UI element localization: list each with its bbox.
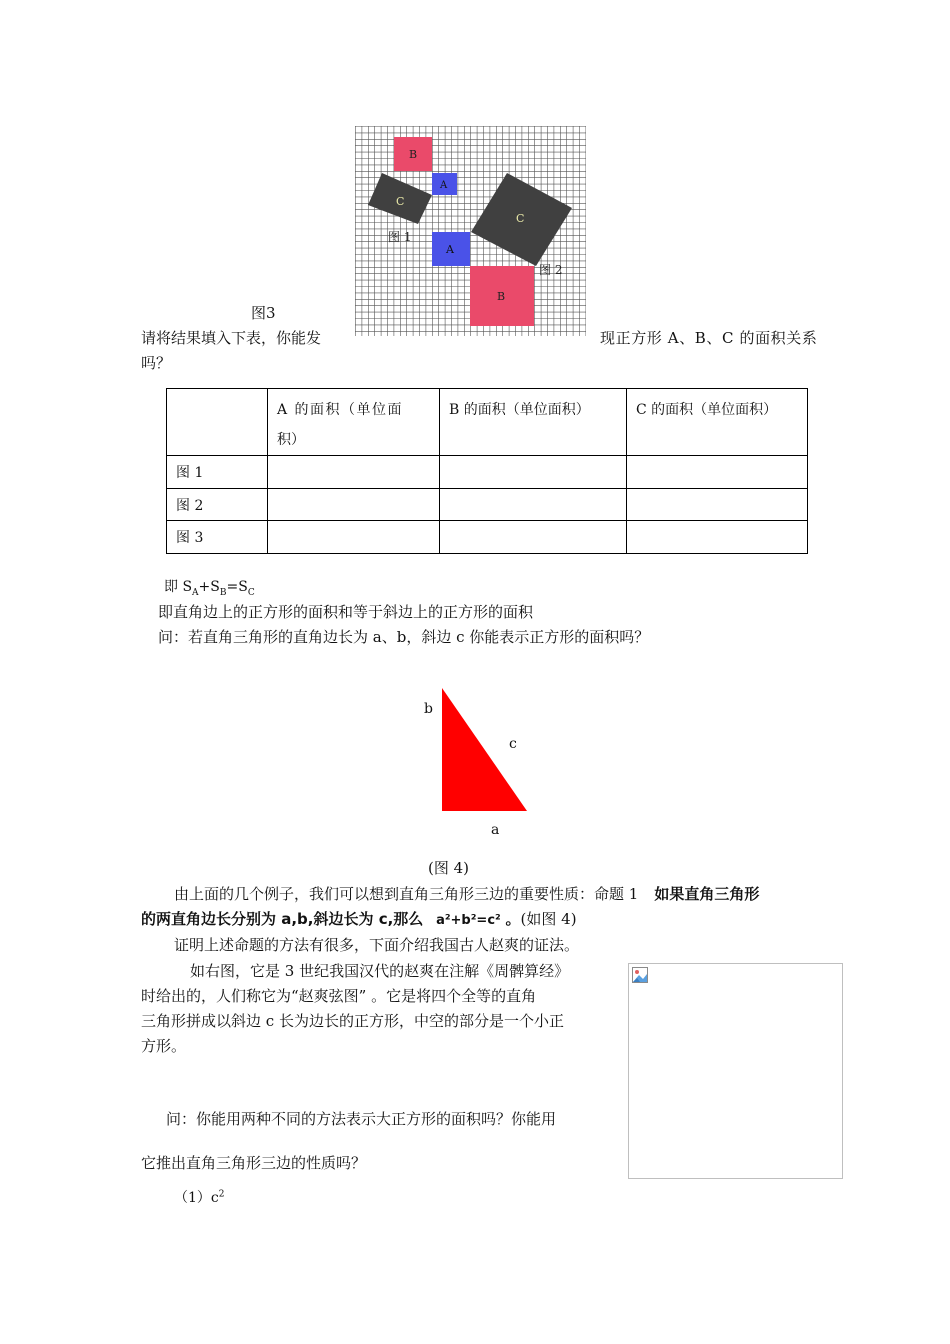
label-fig2: 图 2 [539, 263, 563, 277]
formula-prefix: 即 [164, 579, 183, 595]
theorem-ref: (如图 4) [520, 910, 577, 928]
question-1-text: 问：若直角三角形的直角边长为 a、b，斜边 c 你能表示正方形的面积吗？ [158, 628, 650, 646]
zhao-line-2: 时给出的，人们称它为“赵爽弦图” 。它是将四个全等的直角 [141, 987, 537, 1005]
table-header-a-line2: 积） [277, 432, 305, 448]
table-cell[interactable] [627, 456, 808, 489]
theorem-line-2-bold: 的两直角边长分别为 a,b,斜边长为 c,那么 [141, 910, 424, 928]
formula-sub-a: A [192, 587, 199, 598]
table-row [167, 489, 808, 521]
zhao-shuang-diagram-placeholder [628, 963, 843, 1179]
table-cell[interactable] [440, 489, 627, 521]
theorem-line-1 [174, 883, 759, 904]
table-row-label: 图 3 [167, 521, 268, 554]
intro-right-text: 现正方形 A、B、C 的面积关系 [600, 329, 818, 347]
table-cell[interactable] [440, 456, 627, 489]
formula-eq: = [226, 579, 239, 595]
table-cell[interactable] [268, 456, 440, 489]
triangle-label-b: b [424, 701, 433, 717]
label-c-fig1: C [396, 195, 405, 208]
label-b-fig1: B [409, 148, 418, 161]
answer-1 [174, 1187, 224, 1207]
figure-3-grid [355, 126, 586, 336]
table-header-a-line1: A 的面积（单位面 [277, 402, 404, 418]
table-cell[interactable] [440, 521, 627, 554]
broken-image-icon [632, 967, 648, 983]
answer-1-sup: 2 [218, 1189, 225, 1200]
question-2-line-2: 它推出直角三角形三边的性质吗？ [141, 1154, 367, 1172]
table-header-a [268, 389, 440, 456]
label-a-fig1: A [440, 180, 448, 191]
intro-wrap-text: 吗？ [141, 354, 172, 372]
theorem-period: 。 [505, 910, 521, 928]
zhao-line-1: 如右图，它是 3 世纪我国汉代的赵爽在注解《周髀算经》 [190, 962, 570, 980]
figure-4-caption: (图 4) [428, 859, 470, 877]
zhao-line-3: 三角形拼成以斜边 c 长为边长的正方形，中空的部分是一个小正 [141, 1012, 564, 1030]
area-formula [164, 576, 255, 598]
triangle-label-c: c [509, 736, 517, 752]
formula-s-b: S [210, 579, 220, 595]
formula-s-c: S [238, 579, 248, 595]
answer-1-text: （1）c [174, 1190, 219, 1206]
formula-sub-c: C [247, 587, 255, 598]
statement-text: 即直角边上的正方形的面积和等于斜边上的正方形的面积 [158, 603, 534, 621]
label-fig1: 图 1 [388, 230, 412, 244]
table-cell[interactable] [268, 521, 440, 554]
formula-sub-b: B [219, 587, 227, 598]
right-triangle-figure [420, 686, 540, 842]
theorem-line-1-bold: 如果直角三角形 [654, 885, 760, 903]
triangle-label-a: a [491, 822, 500, 838]
table-cell[interactable] [268, 489, 440, 521]
question-2-line-1: 问：你能用两种不同的方法表示大正方形的面积吗？你能用 [166, 1110, 557, 1128]
table-cell[interactable] [627, 521, 808, 554]
label-c-fig2: C [516, 212, 525, 225]
table-header-c: C 的面积（单位面积） [627, 389, 808, 456]
table-header-empty [167, 389, 268, 456]
table-row-label: 图 2 [167, 489, 268, 521]
intro-left-text: 请将结果填入下表，你能发 [141, 329, 322, 347]
formula-s-a: S [182, 579, 193, 595]
label-b-fig2: B [497, 290, 506, 303]
area-table [166, 388, 808, 554]
figure-3-caption: 图3 [251, 304, 276, 322]
table-row-label: 图 1 [167, 456, 268, 489]
proof-intro-text: 证明上述命题的方法有很多，下面介绍我国古人赵爽的证法。 [174, 936, 580, 954]
theorem-line-1-normal: 由上面的几个例子，我们可以想到直角三角形三边的重要性质：命题 1 [174, 885, 639, 903]
table-row [167, 456, 808, 489]
table-cell[interactable] [627, 489, 808, 521]
theorem-formula: a²+b²=c² [436, 913, 501, 928]
table-row [167, 521, 808, 554]
table-header-b: B 的面积（单位面积） [440, 389, 627, 456]
formula-plus: + [198, 579, 211, 595]
zhao-line-4: 方形。 [141, 1037, 187, 1055]
label-a-fig2: A [446, 243, 454, 256]
theorem-line-2 [141, 908, 577, 929]
